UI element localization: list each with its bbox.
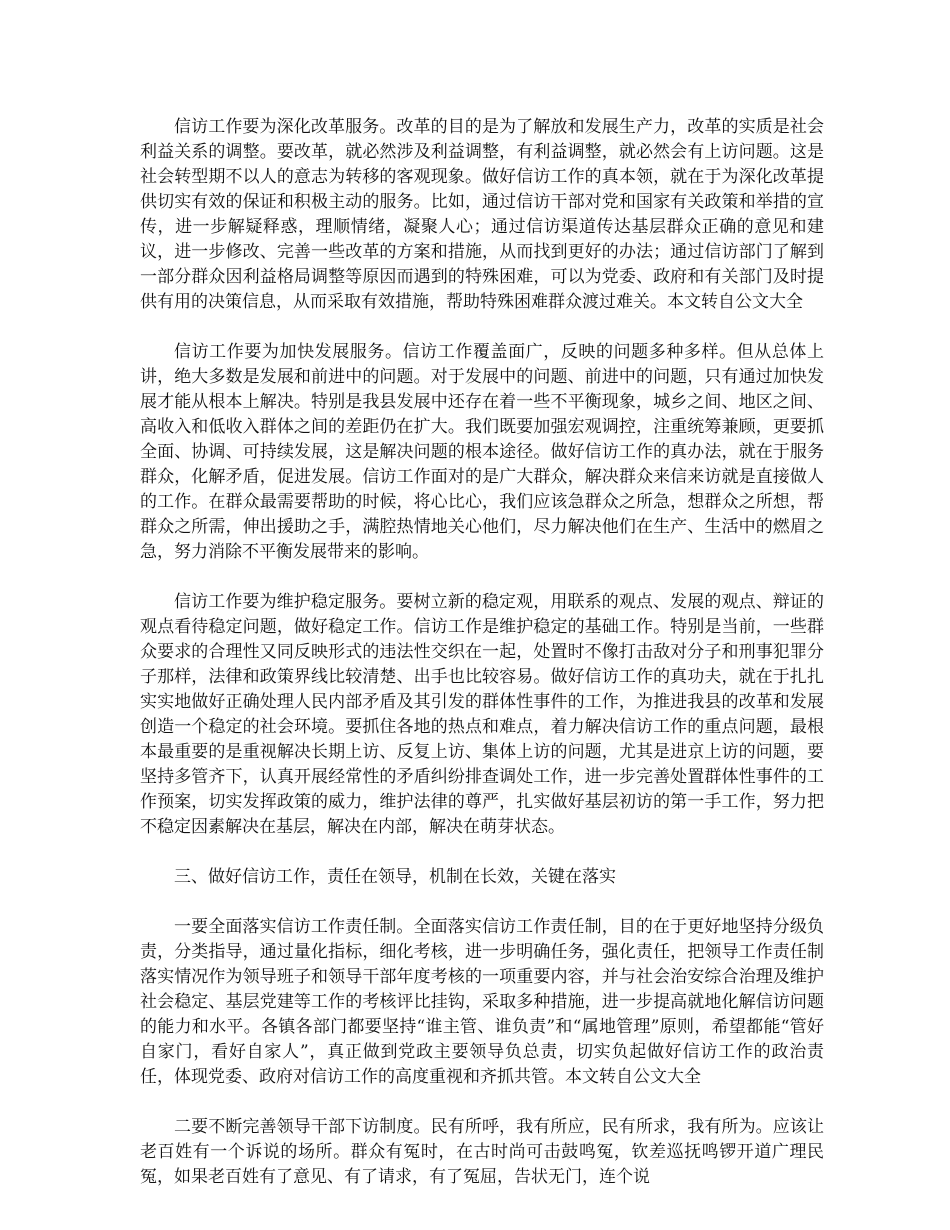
- paragraph-responsibility-system: 一要全面落实信访工作责任制。全面落实信访工作责任制，目的在于更好地坚持分级负责，分类指导，通过量化指标，细化考核，进一步明确任务，强化责任，把领导工作责任制落实情况作为领导班子和领导干部年度考核的一项重要内容，并与社会治安综合治理及维护社会稳定、基层党建等工作的考核评比挂钩，采取多种措施，进一步提高就地化解信访问题的能力和水平。各镇各部门都要坚持“谁主管、谁负责”和“属地管理”原则，希望都能“管好自家门，看好自家人”，真正做到党政主要领导负总责，切实负起做好信访工作的政治责任，体现党委、政府对信访工作的高度重视和齐抓共管。本文转自公文大全: [140, 917, 824, 1087]
- section-heading-three: 三、做好信访工作，责任在领导，机制在长效，关键在落实: [174, 867, 616, 887]
- document-page: [140, 115, 824, 1215]
- paragraph-reform-service: 信访工作要为深化改革服务。改革的目的是为了解放和发展生产力，改革的实质是社会利益关系的调整。要改革，就必然涉及利益调整，有利益调整，就必然会有上访问题。这是社会转型期不以人的意志为转移的客观现象。做好信访工作的真本领，就在于为深化改革提供切实有效的保证和积极主动的服务。比如，通过信访干部对党和国家有关政策和举措的宣传，进一步解疑释惑，理顺情绪，凝聚人心；通过信访渠道传达基层群众正确的意见和建议，进一步修改、完善一些改革的方案和措施，从而找到更好的办法；通过信访部门了解到一部分群众因利益格局调整等原因而遇到的特殊困难，可以为党委、政府和有关部门及时提供有用的决策信息，从而采取有效措施，帮助特殊困难群众渡过难关。本文转自公文大全: [140, 117, 824, 312]
- paragraph-development-service: 信访工作要为加快发展服务。信访工作覆盖面广，反映的问题多种多样。但从总体上讲，绝大多数是发展和前进中的问题。对于发展中的问题、前进中的问题，只有通过加快发展才能从根本上解决。特别是我县发展中还存在着一些不平衡现象，城乡之间、地区之间、高收入和低收入群体之间的差距仍在扩大。我们既要加强宏观调控，注重统筹兼顾，更要抓全面、协调、可持续发展，这是解决问题的根本途径。做好信访工作的真办法，就在于服务群众，化解矛盾，促进发展。信访工作面对的是广大群众，解决群众来信来访就是直接做人的工作。在群众最需要帮助的时候，将心比心，我们应该急群众之所急，想群众之所想，帮群众之所需，伸出援助之手，满腔热情地关心他们，尽力解决他们在生产、生活中的燃眉之急，努力消除不平衡发展带来的影响。: [140, 342, 824, 562]
- paragraph-leader-visits: 二要不断完善领导干部下访制度。民有所呼，我有所应，民有所求，我有所为。应该让老百姓有一个诉说的场所。群众有冤时，在古时尚可击鼓鸣冤，钦差巡抚鸣锣开道广理民冤，如果老百姓有了意见、有了请求，有了冤屈，告状无门，连个说: [140, 1117, 824, 1187]
- paragraph-stability-service: 信访工作要为维护稳定服务。要树立新的稳定观，用联系的观点、发展的观点、辩证的观点看待稳定问题，做好稳定工作。信访工作是维护稳定的基础工作。特别是当前，一些群众要求的合理性又同反映形式的违法性交织在一起，处置时不像打击敌对分子和刑事犯罪分子那样，法律和政策界线比较清楚、出手也比较容易。做好信访工作的真功夫，就在于扎扎实实地做好正确处理人民内部矛盾及其引发的群体性事件的工作，为推进我县的改革和发展创造一个稳定的社会环境。要抓住各地的热点和难点，着力解决信访工作的重点问题，最根本最重要的是重视解决长期上访、反复上访、集体上访的问题，尤其是进京上访的问题，要坚持多管齐下，认真开展经常性的矛盾纠纷排查调处工作，进一步完善处置群体性事件的工作预案，切实发挥政策的威力，维护法律的尊严，扎实做好基层初访的第一手工作，努力把不稳定因素解决在基层，解决在内部，解决在萌芽状态。: [140, 592, 824, 837]
